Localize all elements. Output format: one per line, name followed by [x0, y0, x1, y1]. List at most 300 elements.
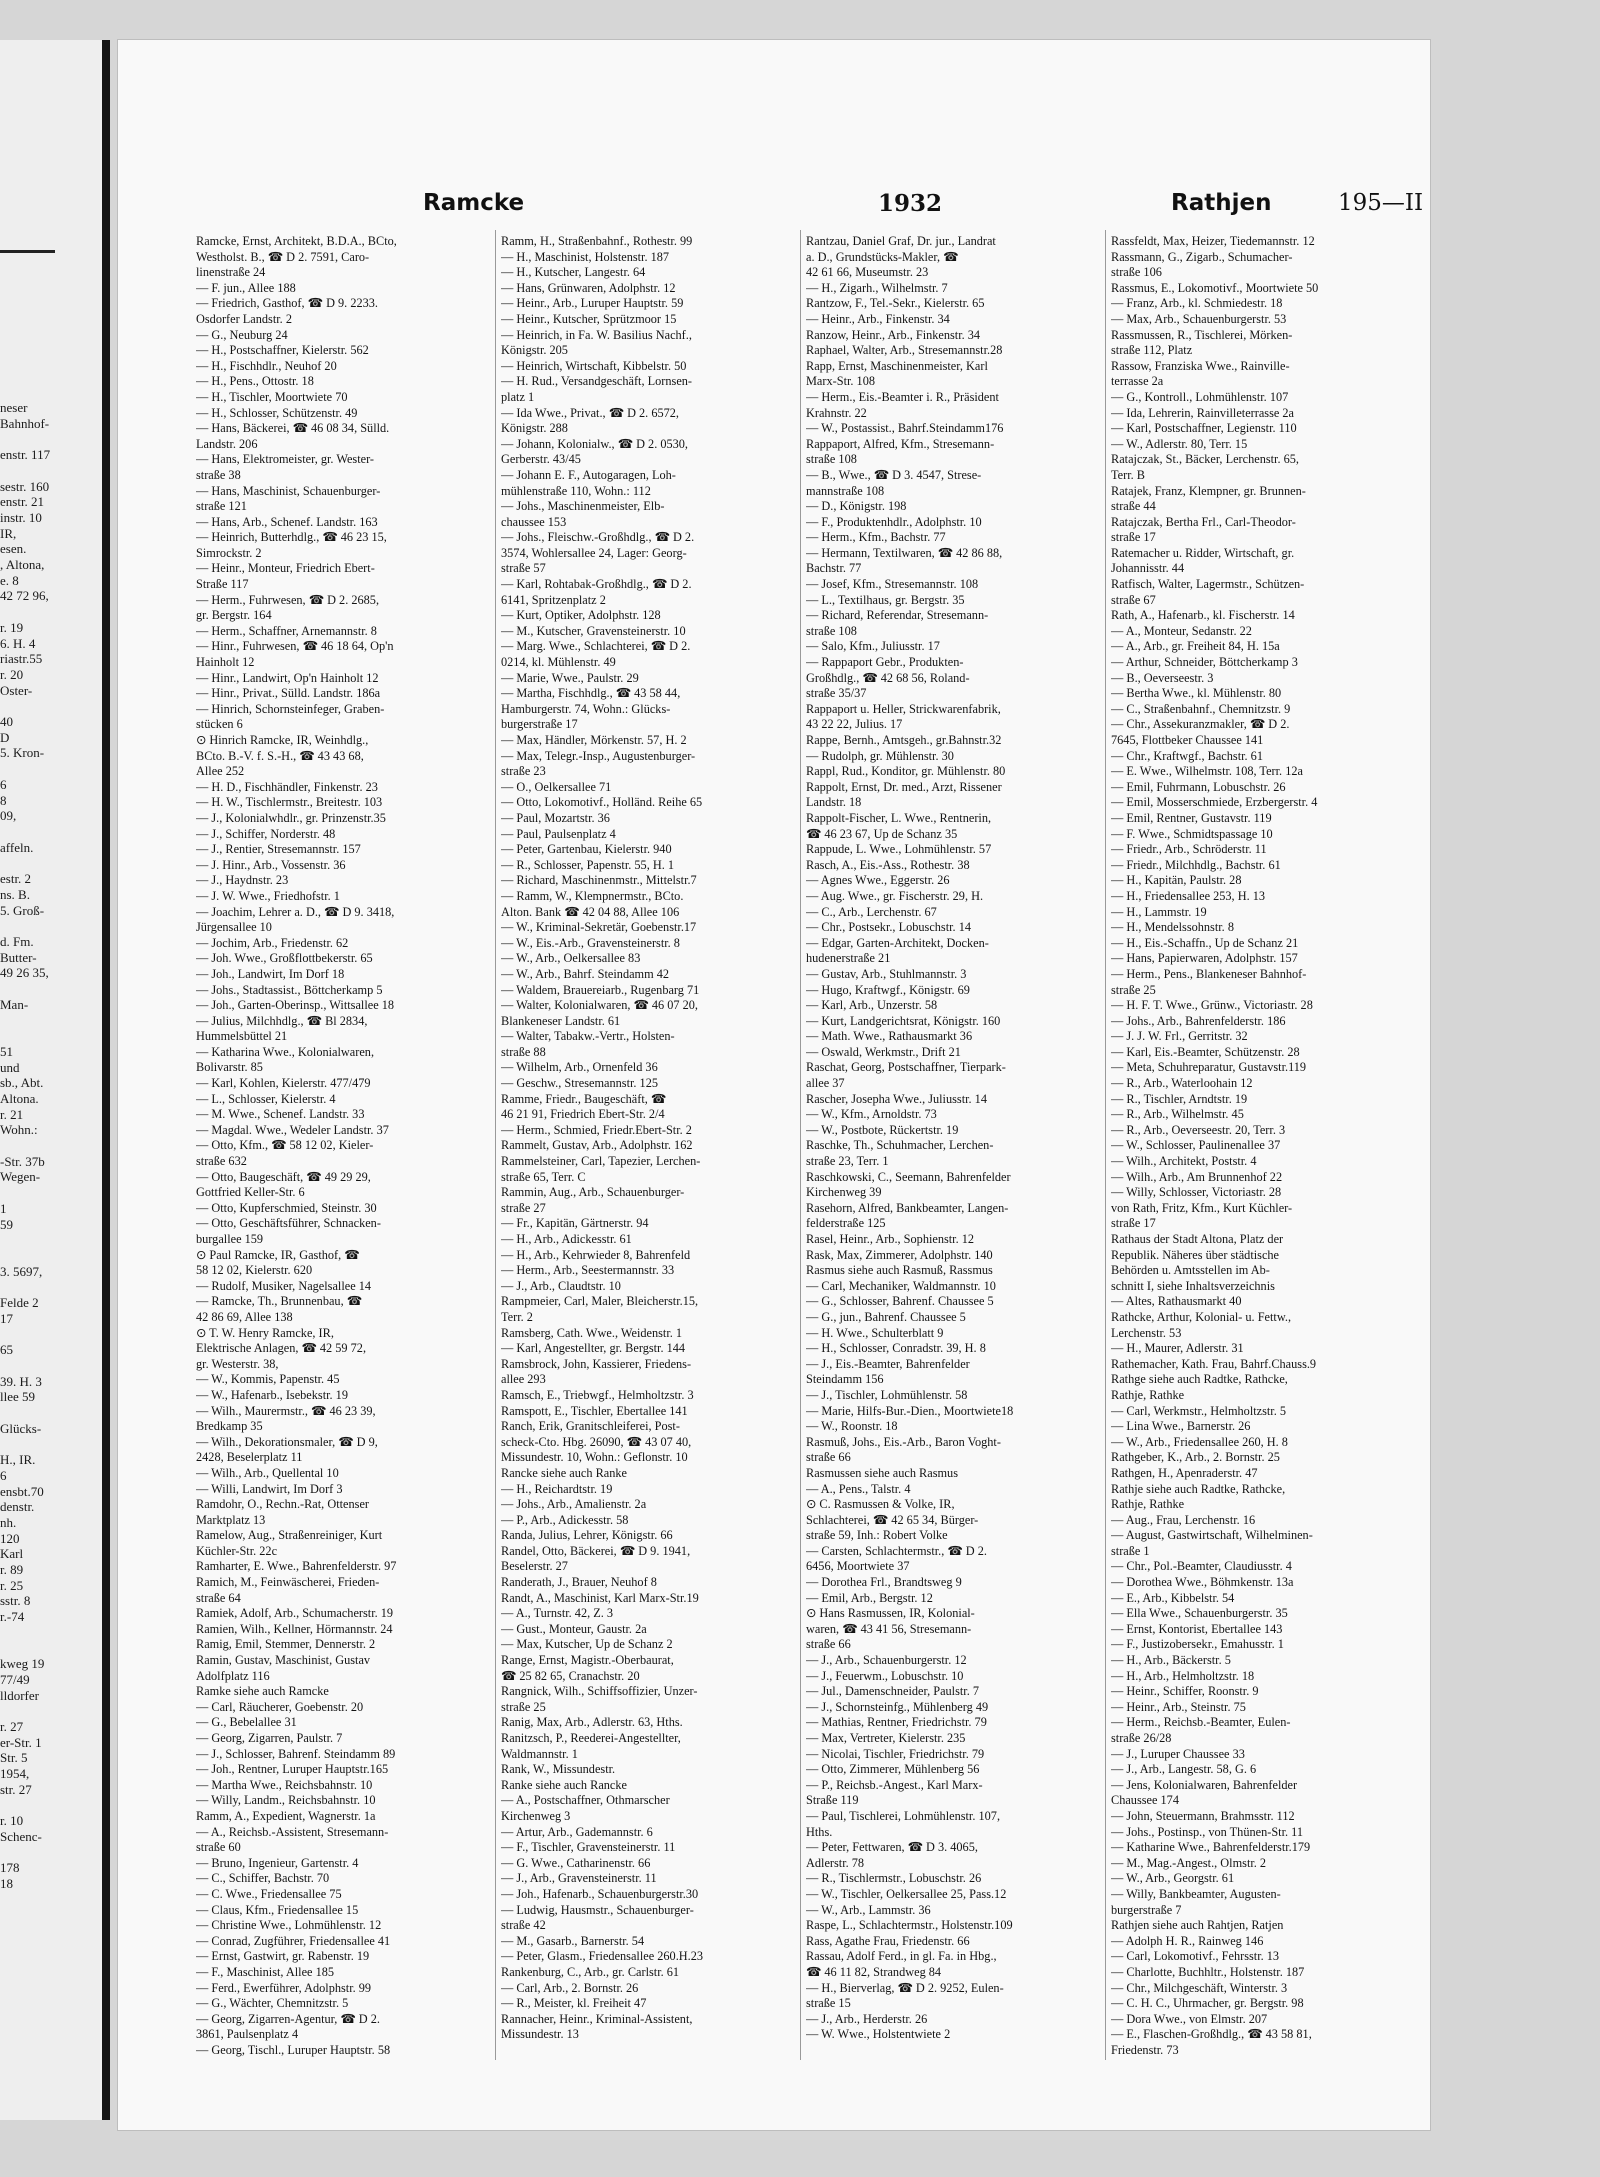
directory-entry-line: — H., Schlosser, Schützenstr. 49 — [196, 405, 358, 420]
directory-entry-line: straße 17 — [1111, 530, 1156, 545]
previous-page-line — [0, 698, 50, 714]
directory-entry-line: Rampmeier, Carl, Maler, Bleicherstr.15, — [501, 1294, 699, 1309]
directory-entry-line: — E., Arb., Kibbelstr. 54 — [1111, 1590, 1235, 1605]
directory-entry-line: — Carsten, Schlachtermstr., ☎ D 2. — [806, 1543, 987, 1558]
directory-entry-line: — H. W., Tischlermstr., Breitestr. 103 — [196, 795, 383, 810]
directory-entry-line: — Wilhelm, Arb., Ornenfeld 36 — [501, 1060, 658, 1075]
directory-entry-line: — Kurt, Landgerichtsrat, Königstr. 160 — [806, 1013, 1001, 1028]
directory-entry-line: straße 26/28 — [1111, 1731, 1172, 1745]
directory-entry-line: — W., Kfm., Arnoldstr. 73 — [806, 1107, 937, 1122]
directory-entry-line: Kirchenweg 3 — [501, 1808, 571, 1823]
directory-entry-line: — Johann E. F., Autogaragen, Loh- — [501, 467, 676, 482]
directory-entry-line: — Ramcke, Th., Brunnenbau, ☎ — [196, 1294, 363, 1309]
previous-page-line: kweg 19 — [0, 1656, 45, 1672]
directory-entry-line: — H., Schlosser, Conradstr. 39, H. 8 — [806, 1341, 986, 1356]
directory-entry-line: — G., Kontroll., Lohmühlenstr. 107 — [1111, 389, 1289, 404]
directory-entry-line: Gottfried Keller-Str. 6 — [196, 1185, 305, 1200]
directory-entry-line: — Katharina Wwe., Kolonialwaren, — [196, 1044, 375, 1059]
directory-entry-line: — Herm., Pens., Blankeneser Bahnhof- — [1111, 966, 1307, 981]
previous-page-line — [0, 1436, 50, 1452]
directory-entry-line: Rannacher, Heinr., Kriminal-Assistent, — [501, 2011, 693, 2026]
previous-page-line: r. 21 — [0, 1106, 24, 1122]
previous-page-line: nh. — [0, 1514, 17, 1530]
directory-entry-line: — Heinrich, Wirtschaft, Kibbelstr. 50 — [501, 358, 687, 373]
directory-entry-line: Rank, W., Missundestr. — [501, 1762, 616, 1777]
directory-entry-line: — H., Arb., Helmholtzstr. 18 — [1111, 1668, 1255, 1683]
directory-entry-line: — Math. Wwe., Rathausmarkt 36 — [806, 1029, 973, 1044]
directory-entry-line: a. D., Grundstücks-Makler, ☎ — [806, 249, 959, 264]
directory-entry-line: Ramiek, Adolf, Arb., Schumacherstr. 19 — [196, 1606, 394, 1621]
directory-entry-line: — Waldem, Brauereiarb., Rugenbarg 71 — [501, 982, 700, 997]
directory-entry-line: 2428, Beselerplatz 11 — [196, 1450, 303, 1465]
directory-entry-line: — J., Arb., Claudtstr. 10 — [501, 1278, 621, 1293]
directory-entry-line: Simrockstr. 2 — [196, 545, 262, 560]
directory-entry-line: Terr. B — [1111, 467, 1145, 482]
directory-entry-line: — H., Zigarh., Wilhelmstr. 7 — [806, 280, 948, 295]
directory-entry-line: Raschat, Georg, Postschaffner, Tierpark- — [806, 1060, 1006, 1075]
directory-entry-line: Ramm, A., Expedient, Wagnerstr. 1a — [196, 1808, 376, 1823]
directory-entry-line: — Rudolf, Musiker, Nagelsallee 14 — [196, 1278, 372, 1293]
directory-entry-line: — Herm., Reichsb.-Beamter, Eulen- — [1111, 1715, 1291, 1730]
directory-entry-line: — H. Wwe., Schulterblatt 9 — [806, 1325, 944, 1340]
directory-entry-line: — W., Schlosser, Paulinenallee 37 — [1111, 1138, 1281, 1153]
column-3 — [806, 234, 1096, 2064]
previous-page-line: 49 26 35, — [0, 965, 49, 981]
previous-page-line: 39. H. 3 — [0, 1373, 42, 1389]
directory-entry-line: — Dora Wwe., von Elmstr. 207 — [1111, 2011, 1268, 2026]
directory-entry-line: — Chr., Assekuranzmakler, ☎ D 2. — [1111, 717, 1290, 732]
directory-entry-line: — A., Pens., Talstr. 4 — [806, 1481, 911, 1496]
directory-entry-line: Ramich, M., Feinwäscherei, Frieden- — [196, 1575, 380, 1590]
directory-entry-line: — Peter, Fettwaren, ☎ D 3. 4065, — [806, 1840, 978, 1855]
previous-page-line: 120 — [0, 1530, 20, 1546]
directory-entry-line: — Joh., Garten-Oberinsp., Wittsallee 18 — [196, 998, 395, 1013]
directory-entry-line: — Otto, Kfm., ☎ 58 12 02, Kieler- — [196, 1138, 374, 1153]
directory-entry-line: Rathje, Rathke — [1111, 1497, 1185, 1512]
directory-entry-line: straße 64 — [196, 1590, 241, 1605]
directory-entry-line: — Artur, Arb., Gademannstr. 6 — [501, 1824, 653, 1839]
directory-entry-line: — Hans, Papierwaren, Adolphstr. 157 — [1111, 951, 1298, 966]
directory-entry-line: — Bruno, Ingenieur, Gartenstr. 4 — [196, 1855, 359, 1870]
directory-entry-line: — W., Arb., Bahrf. Steindamm 42 — [501, 966, 670, 981]
directory-entry-line: — W., Arb., Georgstr. 61 — [1111, 1871, 1235, 1886]
directory-entry-line: — W., Roonstr. 18 — [806, 1419, 898, 1434]
directory-entry-line: Lerchenstr. 53 — [1111, 1325, 1182, 1340]
directory-entry-line: — R., Arb., Waterloohain 12 — [1111, 1076, 1253, 1091]
directory-entry-line: — Friedr., Milchhdlg., Bachstr. 61 — [1111, 857, 1281, 872]
directory-entry-line: — Dorothea Wwe., Böhmkenstr. 13a — [1111, 1575, 1294, 1590]
directory-entry-line: — Katharine Wwe., Bahrenfelderstr.179 — [1111, 1840, 1311, 1855]
directory-entry-line: straße 66 — [806, 1450, 851, 1465]
directory-entry-line: Beselerstr. 27 — [501, 1559, 568, 1574]
previous-page-line — [0, 761, 50, 777]
previous-page-line: estr. 2 — [0, 871, 32, 887]
directory-entry-line: Rangnick, Wilh., Schiffsoffizier, Unzer- — [501, 1684, 698, 1699]
directory-entry-line: — A., Turnstr. 42, Z. 3 — [501, 1606, 614, 1621]
directory-entry-line: — Martha Wwe., Reichsbahnstr. 10 — [196, 1777, 373, 1792]
directory-entry-line: — H. F. T. Wwe., Grünw., Victoriastr. 28 — [1111, 998, 1313, 1013]
directory-entry-line: — Hinr., Privat., Sülld. Landstr. 186a — [196, 686, 381, 701]
directory-entry-line: — Johs., Arb., Amalienstr. 2a — [501, 1497, 647, 1512]
directory-entry-line: burgerstraße 17 — [501, 717, 578, 732]
directory-entry-line: von Rath, Fritz, Kfm., Kurt Küchler- — [1111, 1200, 1293, 1215]
directory-entry-line: — Karl, Rohtabak-Großhdlg., ☎ D 2. — [501, 577, 692, 592]
directory-entry-line: — Fr., Kapitän, Gärtnerstr. 94 — [501, 1216, 649, 1231]
previous-page-line: Butter- — [0, 949, 37, 965]
directory-entry-line: Hths. — [806, 1824, 833, 1839]
previous-page-line: Schenc- — [0, 1828, 42, 1844]
directory-entry-line: — W., Hafenarb., Isebekstr. 19 — [196, 1387, 348, 1402]
previous-page-line — [0, 1279, 50, 1295]
directory-entry-line: Ramelow, Aug., Straßenreiniger, Kurt — [196, 1528, 383, 1543]
directory-entry-line: — Heinrich, Butterhdlg., ☎ 46 23 15, — [196, 530, 387, 545]
previous-page-line: Str. 5 — [0, 1750, 28, 1766]
directory-entry-line: — H., Friedensallee 253, H. 13 — [1111, 888, 1266, 903]
directory-entry-line: — Otto, Zimmerer, Mühlenberg 56 — [806, 1762, 980, 1777]
directory-entry-line: — Wilh., Arb., Am Brunnenhof 22 — [1111, 1169, 1283, 1184]
directory-entry-line: — M. Wwe., Schenef. Landstr. 33 — [196, 1107, 365, 1122]
directory-entry-line: Rappaport u. Heller, Strickwarenfabrik, — [806, 701, 1001, 716]
directory-entry-line: Raspe, L., Schlachtermstr., Holstenstr.109 — [806, 1918, 1013, 1933]
directory-entry-line: — J., Arb., Langestr. 58, G. 6 — [1111, 1762, 1257, 1777]
directory-entry-line: Ratajczak, St., Bäcker, Lerchenstr. 65, — [1111, 452, 1299, 467]
directory-entry-line: — Georg, Tischl., Luruper Hauptstr. 58 — [196, 2042, 391, 2057]
directory-entry-line: Range, Ernst, Magistr.-Oberbaurat, — [501, 1653, 674, 1668]
directory-entry-line: ☎ 46 23 67, Up de Schanz 35 — [806, 826, 958, 841]
directory-entry-line: straße 44 — [1111, 499, 1156, 514]
page-gutter — [102, 40, 110, 2120]
directory-entry-line: linenstraße 24 — [196, 265, 266, 280]
directory-entry-line: Rathgen, H., Apenraderstr. 47 — [1111, 1465, 1258, 1480]
directory-entry-line: allee 37 — [806, 1076, 845, 1091]
directory-entry-line: — Rappaport Gebr., Produkten- — [806, 655, 964, 670]
directory-entry-line: Königstr. 205 — [501, 343, 568, 358]
directory-entry-line: — Aug., Frau, Lerchenstr. 16 — [1111, 1512, 1256, 1527]
directory-entry-line: Ramsbrock, John, Kassierer, Friedens- — [501, 1356, 692, 1371]
directory-entry-line: Landstr. 18 — [806, 795, 862, 810]
directory-entry-line: Rappolt-Fischer, L. Wwe., Rentnerin, — [806, 810, 992, 825]
directory-entry-line: straße 60 — [196, 1840, 241, 1855]
directory-entry-line: Westholst. B., ☎ D 2. 7591, Caro- — [196, 249, 370, 264]
directory-entry-line: — J., Rentier, Stresemannstr. 157 — [196, 842, 361, 857]
directory-entry-line: — Hans, Elektromeister, gr. Wester- — [196, 452, 375, 467]
directory-entry-line: chaussee 153 — [501, 514, 567, 529]
directory-entry-line: allee 293 — [501, 1372, 546, 1387]
directory-entry-line: ⊙ C. Rasmussen & Volke, IR, — [806, 1497, 955, 1512]
previous-page-line — [0, 1358, 50, 1374]
directory-entry-line: Ramme, Friedr., Baugeschäft, ☎ — [501, 1091, 667, 1106]
previous-page-line: er-Str. 1 — [0, 1734, 42, 1750]
directory-entry-line: straße 65, Terr. C — [501, 1169, 586, 1184]
directory-entry-line: — R., Arb., Oeverseestr. 20, Terr. 3 — [1111, 1122, 1286, 1137]
directory-entry-line: straße 108 — [806, 452, 857, 467]
previous-page-line: r. 89 — [0, 1562, 24, 1578]
directory-entry-line: — Herm., Fuhrwesen, ☎ D 2. 2685, — [196, 592, 380, 607]
directory-entry-line: Adolfplatz 116 — [196, 1668, 270, 1683]
directory-entry-line: schnitt I, siehe Inhaltsverzeichnis — [1111, 1278, 1275, 1293]
previous-page-line: r. 20 — [0, 666, 24, 682]
directory-entry-line: — Salo, Kfm., Juliusstr. 17 — [806, 639, 940, 654]
directory-entry-line: — Emil, Rentner, Gustavstr. 119 — [1111, 810, 1272, 825]
directory-entry-line: — R., Tischlermstr., Lobuschstr. 26 — [806, 1871, 982, 1886]
directory-entry-line: straße 59, Inh.: Robert Volke — [806, 1528, 948, 1543]
directory-entry-line: — Paul, Tischlerei, Lohmühlenstr. 107, — [806, 1808, 1001, 1823]
directory-entry-line: — R., Meister, kl. Freiheit 47 — [501, 1996, 647, 2011]
directory-entry-line: — Hans, Arb., Schenef. Landstr. 163 — [196, 514, 378, 529]
previous-page-line — [0, 824, 50, 840]
previous-page-line: e. 8 — [0, 572, 19, 588]
directory-entry-line: — Johs., Arb., Bahrenfelderstr. 186 — [1111, 1013, 1286, 1028]
directory-entry-line: — Georg, Zigarren-Agentur, ☎ D 2. — [196, 2011, 380, 2026]
directory-entry-line: — C. Wwe., Friedensallee 75 — [196, 1886, 342, 1901]
directory-entry-line: — R., Arb., Wilhelmstr. 45 — [1111, 1107, 1244, 1122]
directory-entry-line: — Emil, Fuhrmann, Lobuschstr. 26 — [1111, 779, 1286, 794]
directory-entry-line: Raphael, Walter, Arb., Stresemannstr.28 — [806, 343, 1003, 358]
previous-page-line — [0, 1405, 50, 1421]
directory-entry-line: Rathemacher, Kath. Frau, Bahrf.Chauss.9 — [1111, 1356, 1317, 1371]
directory-entry-line: Rancke siehe auch Ranke — [501, 1465, 627, 1480]
directory-entry-line: — Emil, Arb., Bergstr. 12 — [806, 1590, 933, 1605]
directory-entry-line: — G., Neuburg 24 — [196, 327, 288, 342]
directory-entry-line: Bredkamp 35 — [196, 1419, 263, 1434]
directory-entry-line: Rasmus siehe auch Rasmuß, Rassmus — [806, 1263, 993, 1278]
directory-entry-line: — H., Mendelssohnstr. 8 — [1111, 920, 1234, 935]
directory-entry-line: — Friedr., Arb., Schröderstr. 11 — [1111, 842, 1267, 857]
directory-entry-line: straße 66 — [806, 1637, 851, 1652]
previous-page-line: 178 — [0, 1860, 20, 1876]
directory-entry-line: Kirchenweg 39 — [806, 1185, 882, 1200]
directory-entry-line: Ramsch, E., Triebwgf., Helmholtzstr. 3 — [501, 1387, 694, 1402]
directory-entry-line: — Josef, Kfm., Stresemannstr. 108 — [806, 577, 979, 592]
directory-entry-line: — J., Arb., Herderstr. 26 — [806, 2011, 928, 2026]
directory-entry-line: ⊙ Hinrich Ramcke, IR, Weinhdlg., — [196, 733, 369, 747]
directory-entry-line: ⊙ Paul Ramcke, IR, Gasthof, ☎ — [196, 1247, 360, 1262]
directory-entry-line: — W., Postbote, Rückertstr. 19 — [806, 1122, 959, 1137]
directory-entry-line: scheck-Cto. Hbg. 26090, ☎ 43 07 40, — [501, 1434, 692, 1449]
directory-entry-line: Rathjen siehe auch Rahtjen, Ratjen — [1111, 1918, 1284, 1933]
directory-entry-line: Republik. Näheres über städtische — [1111, 1247, 1280, 1262]
directory-entry-line: — H., Postschaffner, Kielerstr. 562 — [196, 343, 369, 358]
directory-entry-line: — Carl, Räucherer, Goebenstr. 20 — [196, 1699, 364, 1714]
directory-entry-line: — Martha, Fischhdlg., ☎ 43 58 44, — [501, 686, 681, 701]
directory-entry-line: Ranch, Erik, Granitschleiferei, Post- — [501, 1419, 680, 1434]
previous-page-line — [0, 981, 50, 997]
directory-entry-line: Ranitzsch, P., Reederei-Angestellter, — [501, 1731, 681, 1745]
directory-entry-line: Osdorfer Landstr. 2 — [196, 311, 292, 326]
directory-entry-line: straße 38 — [196, 467, 241, 482]
directory-entry-line: — Max, Arb., Schauenburgerstr. 53 — [1111, 311, 1287, 326]
directory-entry-line: Friedenstr. 73 — [1111, 2042, 1179, 2057]
directory-entry-line: Hummelsbüttel 21 — [196, 1029, 288, 1044]
directory-entry-line: — Ida Wwe., Privat., ☎ D 2. 6572, — [501, 405, 679, 420]
previous-page-line: denstr. — [0, 1499, 35, 1515]
previous-page-line — [0, 604, 50, 620]
directory-entry-line: — Conrad, Zugführer, Friedensallee 41 — [196, 1933, 391, 1948]
previous-page-line: 6 — [0, 1467, 7, 1483]
previous-page-line: sestr. 160 — [0, 478, 50, 494]
directory-entry-line: mühlenstraße 110, Wohn.: 112 — [501, 483, 651, 498]
directory-entry-line: — Johs., Maschinenmeister, Elb- — [501, 499, 665, 514]
directory-entry-line: Rasel, Heinr., Arb., Sophienstr. 12 — [806, 1232, 975, 1246]
column-1 — [196, 234, 486, 2064]
directory-entry-line: Ramien, Wilh., Kellner, Hörmannstr. 24 — [196, 1621, 393, 1636]
directory-entry-line: — Richard, Referendar, Stresemann- — [806, 608, 989, 623]
directory-entry-line: Straße 117 — [196, 577, 249, 592]
directory-entry-line: — Heinr., Monteur, Friedrich Ebert- — [196, 561, 375, 576]
directory-entry-line: — C. H. C., Uhrmacher, gr. Bergstr. 98 — [1111, 1996, 1304, 2011]
directory-entry-line: — A., Postschaffner, Othmarscher — [501, 1793, 670, 1808]
directory-entry-line: Landstr. 206 — [196, 436, 258, 451]
directory-entry-line: Marx-Str. 108 — [806, 374, 875, 389]
directory-entry-line: gr. Westerstr. 38, — [196, 1356, 279, 1371]
directory-page — [118, 40, 1430, 2130]
directory-entry-line: Rassmus, E., Lokomotivf., Moortwiete 50 — [1111, 280, 1319, 295]
directory-entry-line: — J., Luruper Chaussee 33 — [1111, 1746, 1245, 1761]
directory-entry-line: — Oswald, Werkmstr., Drift 21 — [806, 1044, 961, 1059]
directory-entry-line: — Ernst, Gastwirt, gr. Rabenstr. 19 — [196, 1949, 370, 1964]
directory-entry-line: Rathcke, Arthur, Kolonial- u. Fettw., — [1111, 1309, 1292, 1324]
directory-entry-line: — Wilh., Maurermstr., ☎ 46 23 39, — [196, 1403, 376, 1418]
directory-entry-line: — L., Textilhaus, gr. Bergstr. 35 — [806, 592, 965, 607]
directory-entry-line: Rassmann, G., Zigarb., Schumacher- — [1111, 249, 1293, 264]
directory-entry-line: — Franz, Arb., kl. Schmiedestr. 18 — [1111, 296, 1283, 311]
directory-entry-line: Rath, A., Hafenarb., kl. Fischerstr. 14 — [1111, 608, 1295, 623]
directory-entry-line: 58 12 02, Kielerstr. 620 — [196, 1263, 313, 1278]
directory-entry-line: stücken 6 — [196, 717, 243, 732]
previous-page-line: Oster- — [0, 682, 33, 698]
previous-page-line: sb., Abt. — [0, 1075, 44, 1091]
directory-entry-line: — J., Haydnstr. 23 — [196, 873, 289, 888]
directory-entry-line: — Karl, Postschaffner, Legienstr. 110 — [1111, 421, 1297, 436]
directory-entry-line: — W., Arb., Friedensallee 260, H. 8 — [1111, 1434, 1288, 1449]
directory-entry-line: 43 22 22, Julius. 17 — [806, 717, 903, 732]
column-divider — [1105, 230, 1106, 2060]
directory-entry-line: 42 86 69, Allee 138 — [196, 1309, 293, 1324]
previous-page-line: instr. 10 — [0, 509, 42, 525]
directory-entry-line: — Johs., Postinsp., von Thünen-Str. 11 — [1111, 1824, 1303, 1839]
directory-entry-line: Rasmuß, Johs., Eis.-Arb., Baron Voght- — [806, 1434, 1001, 1449]
directory-entry-line: Ranke siehe auch Rancke — [501, 1777, 627, 1792]
directory-entry-line: 46 21 91, Friedrich Ebert-Str. 2/4 — [501, 1107, 665, 1122]
directory-entry-line: — J., Schlosser, Bahrenf. Steindamm 89 — [196, 1746, 396, 1761]
directory-entry-line: — Otto, Baugeschäft, ☎ 49 29 29, — [196, 1169, 371, 1184]
directory-entry-line: Randt, A., Maschinist, Karl Marx-Str.19 — [501, 1590, 699, 1605]
directory-entry-line: — G., Wächter, Chemnitzstr. 5 — [196, 1996, 349, 2011]
directory-entry-line: — Geschw., Stresemannstr. 125 — [501, 1076, 658, 1091]
directory-entry-line: — Herm., Schaffner, Arnemannstr. 8 — [196, 623, 377, 638]
directory-entry-line: Straße 119 — [806, 1793, 859, 1808]
directory-entry-line: Rantzow, F., Tel.-Sekr., Kielerstr. 65 — [806, 296, 985, 311]
directory-entry-line: — Johs., Fleischw.-Großhdlg., ☎ D 2. — [501, 530, 695, 545]
directory-entry-line: — Hans, Grünwaren, Adolphstr. 12 — [501, 280, 676, 295]
previous-page-line: lldorfer — [0, 1687, 39, 1703]
previous-page-line — [0, 1028, 50, 1044]
directory-entry-line: Alton. Bank ☎ 42 04 88, Allee 106 — [501, 904, 680, 919]
directory-entry-line: Rappl, Rud., Konditor, gr. Mühlenstr. 80 — [806, 764, 1006, 779]
previous-page-rule — [0, 250, 55, 253]
directory-entry-line: Rathge siehe auch Radtke, Rathcke, — [1111, 1372, 1288, 1387]
directory-entry-line: straße 112, Platz — [1111, 343, 1193, 358]
directory-entry-line: — Ella Wwe., Schauenburgerstr. 35 — [1111, 1606, 1288, 1621]
directory-entry-line: straße 42 — [501, 1918, 546, 1933]
directory-entry-line: — Kurt, Optiker, Adolphstr. 128 — [501, 608, 661, 623]
directory-entry-line: — C., Schiffer, Bachstr. 70 — [196, 1871, 330, 1886]
directory-entry-line: — Max, Telegr.-Insp., Augustenburger- — [501, 748, 696, 763]
directory-entry-line: — W., Postassist., Bahrf.Steindamm176 — [806, 421, 1004, 436]
directory-entry-line: — Chr., Kraftwgf., Bachstr. 61 — [1111, 748, 1263, 763]
directory-entry-line: Gerberstr. 43/45 — [501, 452, 581, 467]
directory-entry-line: Ramspott, E., Tischler, Ebertallee 141 — [501, 1403, 688, 1418]
directory-entry-line: Rassmussen, R., Tischlerei, Mörken- — [1111, 327, 1293, 342]
directory-entry-line: straße 67 — [1111, 592, 1156, 607]
directory-entry-line: Randel, Otto, Bäckerei, ☎ D 9. 1941, — [501, 1543, 691, 1558]
previous-page-line: 3. 5697, — [0, 1263, 43, 1279]
directory-entry-line: — H., Lammstr. 19 — [1111, 904, 1207, 919]
directory-entry-line: — Joh., Hafenarb., Schauenburgerstr.30 — [501, 1886, 699, 1901]
previous-page-line: und — [0, 1059, 20, 1075]
previous-page-line — [0, 1641, 50, 1657]
directory-entry-line: — Karl, Angestellter, gr. Bergstr. 144 — [501, 1341, 686, 1356]
directory-entry-line: — Hugo, Kraftwgf., Königstr. 69 — [806, 982, 970, 997]
directory-entry-line: — Hinr., Landwirt, Op'n Hainholt 12 — [196, 670, 379, 685]
previous-page-line: enstr. 21 — [0, 494, 45, 510]
directory-entry-line: — Heinr., Arb., Steinstr. 75 — [1111, 1699, 1246, 1714]
column-divider — [495, 230, 496, 2060]
previous-page-line: llee 59 — [0, 1389, 36, 1405]
directory-entry-line: — Johs., Stadtassist., Böttcherkamp 5 — [196, 982, 383, 997]
directory-entry-line: — F. jun., Allee 188 — [196, 280, 296, 295]
directory-entry-line: — Marie, Wwe., Paulstr. 29 — [501, 670, 639, 685]
previous-page-line: D — [0, 729, 10, 745]
directory-entry-line: — Ernst, Kontorist, Ebertallee 143 — [1111, 1621, 1283, 1636]
directory-entry-line: — J., Feuerwm., Lobuschstr. 10 — [806, 1668, 964, 1683]
previous-page-line — [0, 1326, 50, 1342]
directory-entry-line: — Richard, Maschinenmstr., Mittelstr.7 — [501, 873, 697, 888]
previous-page-line: 59 — [0, 1216, 13, 1232]
directory-entry-line: Blankeneser Landstr. 61 — [501, 1013, 621, 1028]
directory-entry-line: — August, Gastwirtschaft, Wilhelminen- — [1111, 1528, 1313, 1543]
directory-entry-line: — Friedrich, Gasthof, ☎ D 9. 2233. — [196, 296, 378, 311]
directory-entry-line: — Wilh., Architekt, Poststr. 4 — [1111, 1154, 1257, 1169]
directory-entry-line: Bolivarstr. 85 — [196, 1060, 263, 1075]
directory-entry-line: Rammelt, Gustav, Arb., Adolphstr. 162 — [501, 1138, 693, 1153]
directory-entry-line: — Heinrich, in Fa. W. Basilius Nachf., — [501, 327, 692, 342]
directory-entry-line: — W., Kommis, Papenstr. 45 — [196, 1372, 340, 1387]
directory-entry-line: — H. Rud., Versandgeschäft, Lornsen- — [501, 374, 693, 389]
directory-entry-line: — Chr., Milchgeschäft, Winterstr. 3 — [1111, 1980, 1288, 1995]
directory-entry-line: 42 61 66, Museumstr. 23 — [806, 265, 929, 280]
previous-page-line: esen. — [0, 541, 27, 557]
directory-entry-line: Ramdohr, O., Rechn.-Rat, Ottenser — [196, 1497, 369, 1512]
directory-entry-line: felderstraße 125 — [806, 1216, 886, 1231]
previous-page-line: 51 — [0, 1043, 13, 1059]
previous-page-line: ensbt.70 — [0, 1483, 44, 1499]
previous-page-line: ns. B. — [0, 886, 30, 902]
directory-entry-line: Raschkowski, C., Seemann, Bahrenfelder — [806, 1169, 1011, 1184]
directory-entry-line: — Heinr., Schiffer, Roonstr. 9 — [1111, 1684, 1259, 1699]
directory-entry-line: — W., Eis.-Arb., Gravensteinerstr. 8 — [501, 935, 680, 950]
page-header — [118, 190, 1430, 230]
directory-entry-line: — Jochim, Arb., Friedenstr. 62 — [196, 935, 349, 950]
directory-entry-line: — Jul., Damenschneider, Paulstr. 7 — [806, 1684, 980, 1699]
directory-entry-line: — L., Schlosser, Kielerstr. 4 — [196, 1091, 336, 1106]
directory-entry-line: straße 108 — [806, 623, 857, 638]
directory-entry-line: Ratajek, Franz, Klempner, gr. Brunnen- — [1111, 483, 1306, 498]
directory-entry-line: — Paul, Paulsenplatz 4 — [501, 826, 616, 841]
directory-entry-line: — Agnes Wwe., Eggerstr. 26 — [806, 873, 950, 888]
directory-entry-line: Bachstr. 77 — [806, 561, 862, 576]
directory-entry-line: — H., Eis.-Schaffn., Up de Schanz 21 — [1111, 935, 1299, 950]
